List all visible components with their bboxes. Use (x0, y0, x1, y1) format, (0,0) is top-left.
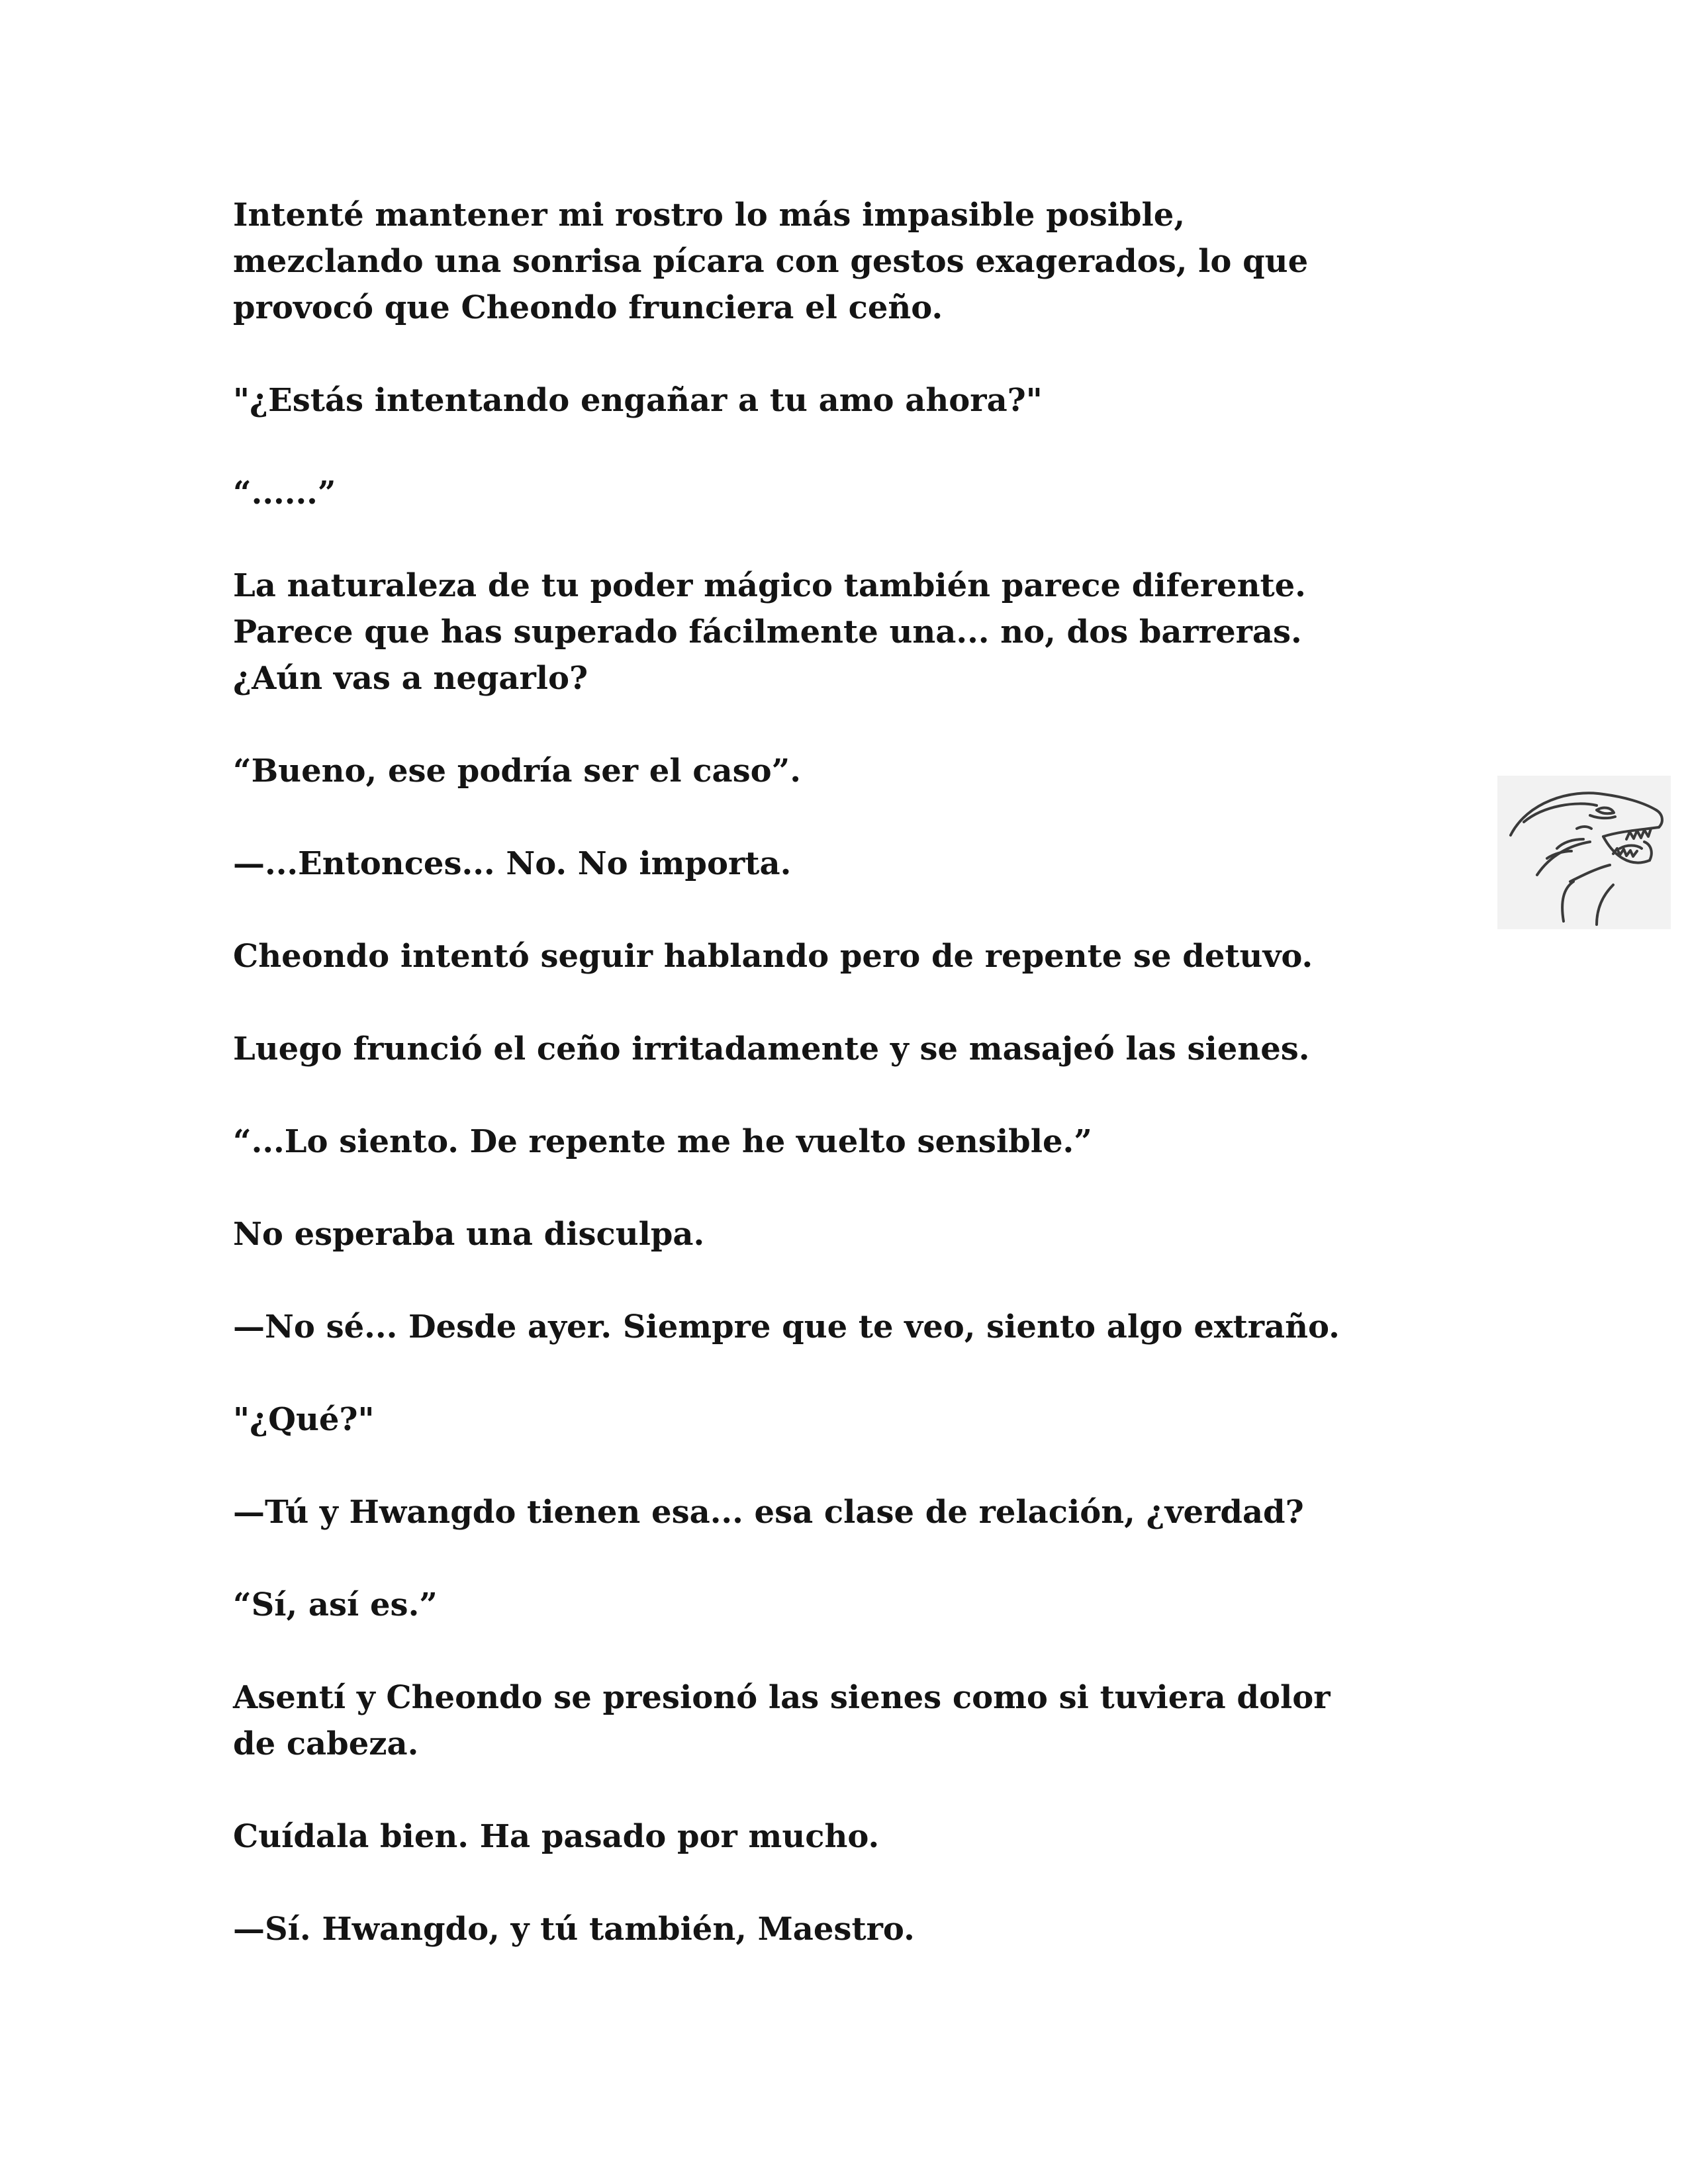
paragraph: Luego frunció el ceño irritadamente y se masajeó las sienes. (233, 1030, 1310, 1068)
paragraph: Cheondo intentó seguir hablando pero de repente se detuvo. (233, 938, 1313, 975)
paragraph: —Sí. Hwangdo, y tú también, Maestro. (233, 1911, 915, 1948)
paragraph: Asentí y Cheondo se presionó las sienes como si tuviera dolor de cabeza. (233, 1679, 1331, 1762)
paragraph: "¿Qué?" (233, 1401, 375, 1438)
paragraph: No esperaba una disculpa. (233, 1216, 705, 1253)
paragraph: La naturaleza de tu poder mágico también parece diferente. Parece que has superado fácilmente una... no, dos barreras. ¿Aún vas a negarlo? (233, 567, 1306, 697)
paragraph: Intenté mantener mi rostro lo más impasible posible, mezclando una sonrisa pícara con gestos exagerados, lo que provocó que Cheondo frunciera el ceño. (233, 197, 1309, 326)
paragraph: "¿Estás intentando engañar a tu amo ahora?" (233, 382, 1043, 419)
paragraph: Cuídala bien. Ha pasado por mucho. (233, 1818, 880, 1855)
paragraph: —Tú y Hwangdo tienen esa... esa clase de relación, ¿verdad? (233, 1494, 1304, 1531)
paragraph: —...Entonces... No. No importa. (233, 845, 792, 882)
paragraph: —No sé... Desde ayer. Siempre que te veo, siento algo extraño. (233, 1308, 1340, 1345)
dinosaur-head-icon (1497, 776, 1671, 929)
paragraph: “Sí, así es.” (233, 1586, 438, 1623)
paragraph: “......” (233, 475, 336, 512)
paragraph: “...Lo siento. De repente me he vuelto sensible.” (233, 1123, 1092, 1160)
document-body (233, 192, 1491, 1999)
paragraph: “Bueno, ese podría ser el caso”. (233, 752, 801, 790)
